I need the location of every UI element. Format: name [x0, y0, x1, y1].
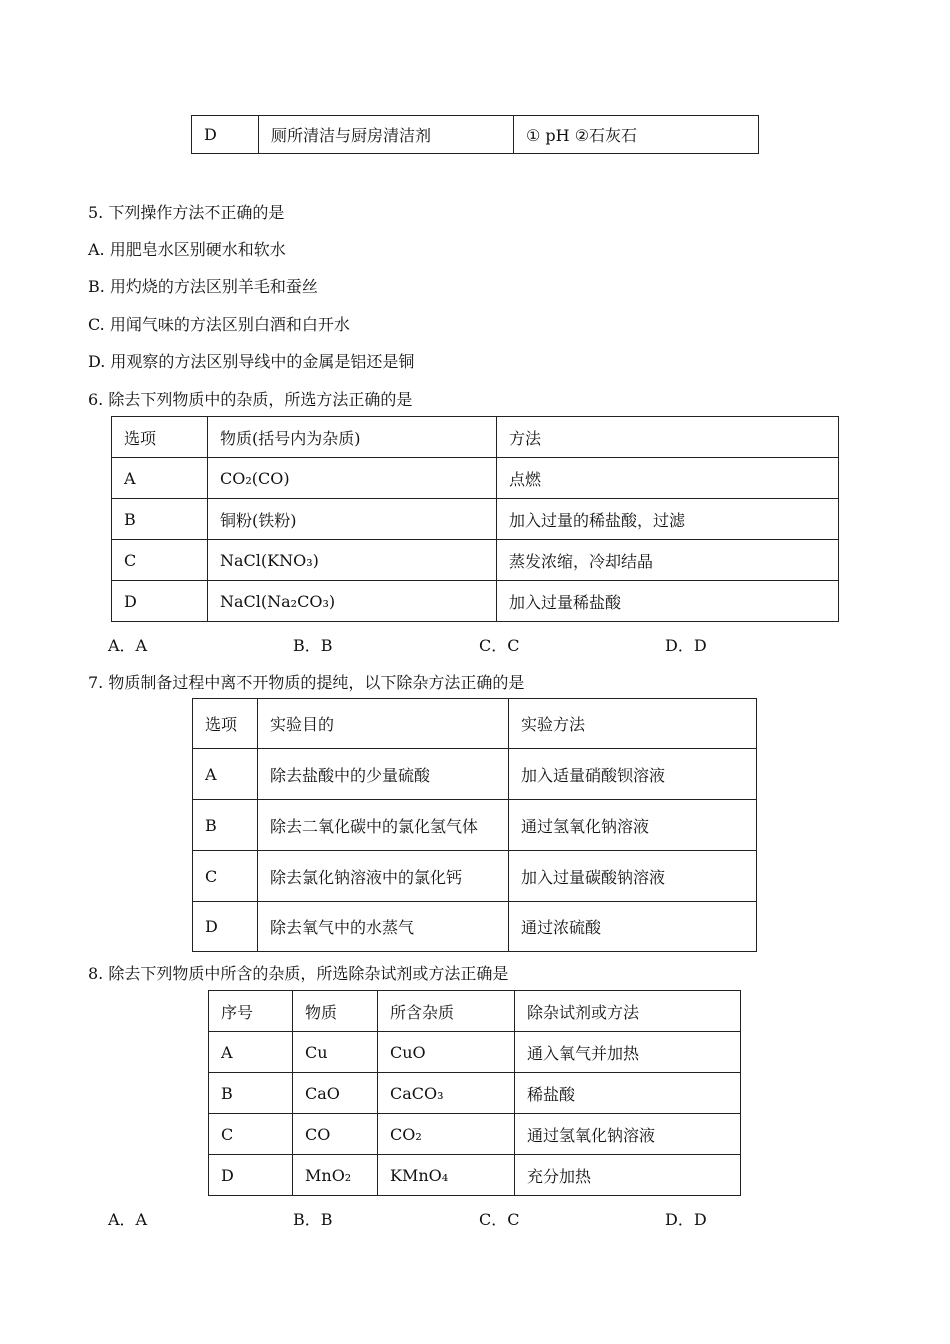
method-cell: 加入过量的稀盐酸，过滤 [497, 499, 839, 540]
impurity-cell: CO₂ [378, 1114, 515, 1155]
q8-answer-d: D．D [665, 1210, 707, 1229]
row-item: 厕所清洁与厨房清洁剂 [259, 116, 514, 154]
substance-cell: NaCl(Na₂CO₃) [208, 581, 497, 622]
table-row [209, 1032, 741, 1073]
table-row [193, 902, 757, 952]
purpose-cell: 除去盐酸中的少量硫酸 [258, 749, 509, 800]
option-cell: A [193, 749, 258, 800]
option-cell: D [112, 581, 208, 622]
header-cell: 物质 [293, 991, 378, 1032]
method-cell: 通过浓硫酸 [509, 902, 757, 952]
table-row [193, 851, 757, 902]
q8-answer-c: C．C [479, 1210, 520, 1229]
no-cell: B [209, 1073, 293, 1114]
q6-answer-b: B．B [293, 636, 333, 655]
header-cell: 实验方法 [509, 699, 757, 749]
header-cell: 实验目的 [258, 699, 509, 749]
method-cell: 蒸发浓缩，冷却结晶 [497, 540, 839, 581]
method-cell: 充分加热 [515, 1155, 741, 1196]
method-cell: 通入氧气并加热 [515, 1032, 741, 1073]
impurity-cell: CaCO₃ [378, 1073, 515, 1114]
method-cell: 加入适量硝酸钡溶液 [509, 749, 757, 800]
table-row [112, 499, 839, 540]
q5-option-a: A. 用肥皂水区别硬水和软水 [88, 240, 286, 259]
q6-answer-a: A．A [108, 636, 148, 655]
substance-cell: CaO [293, 1073, 378, 1114]
table-row [209, 1155, 741, 1196]
method-cell: 通过氢氧化钠溶液 [509, 800, 757, 851]
table-row [112, 581, 839, 622]
table-row [193, 800, 757, 851]
table-row [192, 116, 759, 154]
header-cell: 选项 [193, 699, 258, 749]
substance-cell: Cu [293, 1032, 378, 1073]
impurity-cell: KMnO₄ [378, 1155, 515, 1196]
header-cell: 所含杂质 [378, 991, 515, 1032]
option-cell: A [112, 458, 208, 499]
header-cell: 选项 [112, 417, 208, 458]
option-cell: B [193, 800, 258, 851]
q5-option-c: C. 用闻气味的方法区别白酒和白开水 [88, 315, 350, 334]
header-cell: 方法 [497, 417, 839, 458]
method-cell: 加入过量碳酸钠溶液 [509, 851, 757, 902]
substance-cell: 铜粉(铁粉) [208, 499, 497, 540]
q8-answer-a: A．A [108, 1210, 148, 1229]
header-cell: 物质(括号内为杂质) [208, 417, 497, 458]
q5-stem: 5. 下列操作方法不正确的是 [88, 203, 285, 222]
table-header-row [112, 417, 839, 458]
q6-answer-d: D．D [665, 636, 707, 655]
impurity-cell: CuO [378, 1032, 515, 1073]
q6-answer-c: C．C [479, 636, 520, 655]
row-label: D [192, 116, 259, 154]
table-header-row [209, 991, 741, 1032]
no-cell: A [209, 1032, 293, 1073]
purpose-cell: 除去氯化钠溶液中的氯化钙 [258, 851, 509, 902]
substance-cell: MnO₂ [293, 1155, 378, 1196]
substance-cell: CO₂(CO) [208, 458, 497, 499]
table-header-row [193, 699, 757, 749]
table-row [112, 540, 839, 581]
table-row [209, 1114, 741, 1155]
q8-stem: 8. 除去下列物质中所含的杂质，所选除杂试剂或方法正确是 [88, 964, 509, 983]
purpose-cell: 除去氧气中的水蒸气 [258, 902, 509, 952]
row-method: ① pH ②石灰石 [514, 116, 759, 154]
q7-stem: 7. 物质制备过程中离不开物质的提纯，以下除杂方法正确的是 [88, 673, 525, 692]
q5-option-b: B. 用灼烧的方法区别羊毛和蚕丝 [88, 277, 318, 296]
substance-cell: NaCl(KNO₃) [208, 540, 497, 581]
q8-table [208, 990, 741, 1196]
method-cell: 通过氢氧化钠溶液 [515, 1114, 741, 1155]
no-cell: C [209, 1114, 293, 1155]
method-cell: 稀盐酸 [515, 1073, 741, 1114]
q8-answer-b: B．B [293, 1210, 333, 1229]
option-cell: D [193, 902, 258, 952]
option-cell: C [193, 851, 258, 902]
method-cell: 加入过量稀盐酸 [497, 581, 839, 622]
q6-stem: 6. 除去下列物质中的杂质，所选方法正确的是 [88, 390, 413, 409]
q5-option-d: D. 用观察的方法区别导线中的金属是铝还是铜 [88, 352, 415, 371]
purpose-cell: 除去二氧化碳中的氯化氢气体 [258, 800, 509, 851]
table-row [193, 749, 757, 800]
top-table [191, 115, 759, 154]
substance-cell: CO [293, 1114, 378, 1155]
method-cell: 点燃 [497, 458, 839, 499]
q6-table [111, 416, 839, 622]
header-cell: 除杂试剂或方法 [515, 991, 741, 1032]
no-cell: D [209, 1155, 293, 1196]
option-cell: C [112, 540, 208, 581]
option-cell: B [112, 499, 208, 540]
table-row [112, 458, 839, 499]
header-cell: 序号 [209, 991, 293, 1032]
q7-table [192, 698, 757, 952]
table-row [209, 1073, 741, 1114]
